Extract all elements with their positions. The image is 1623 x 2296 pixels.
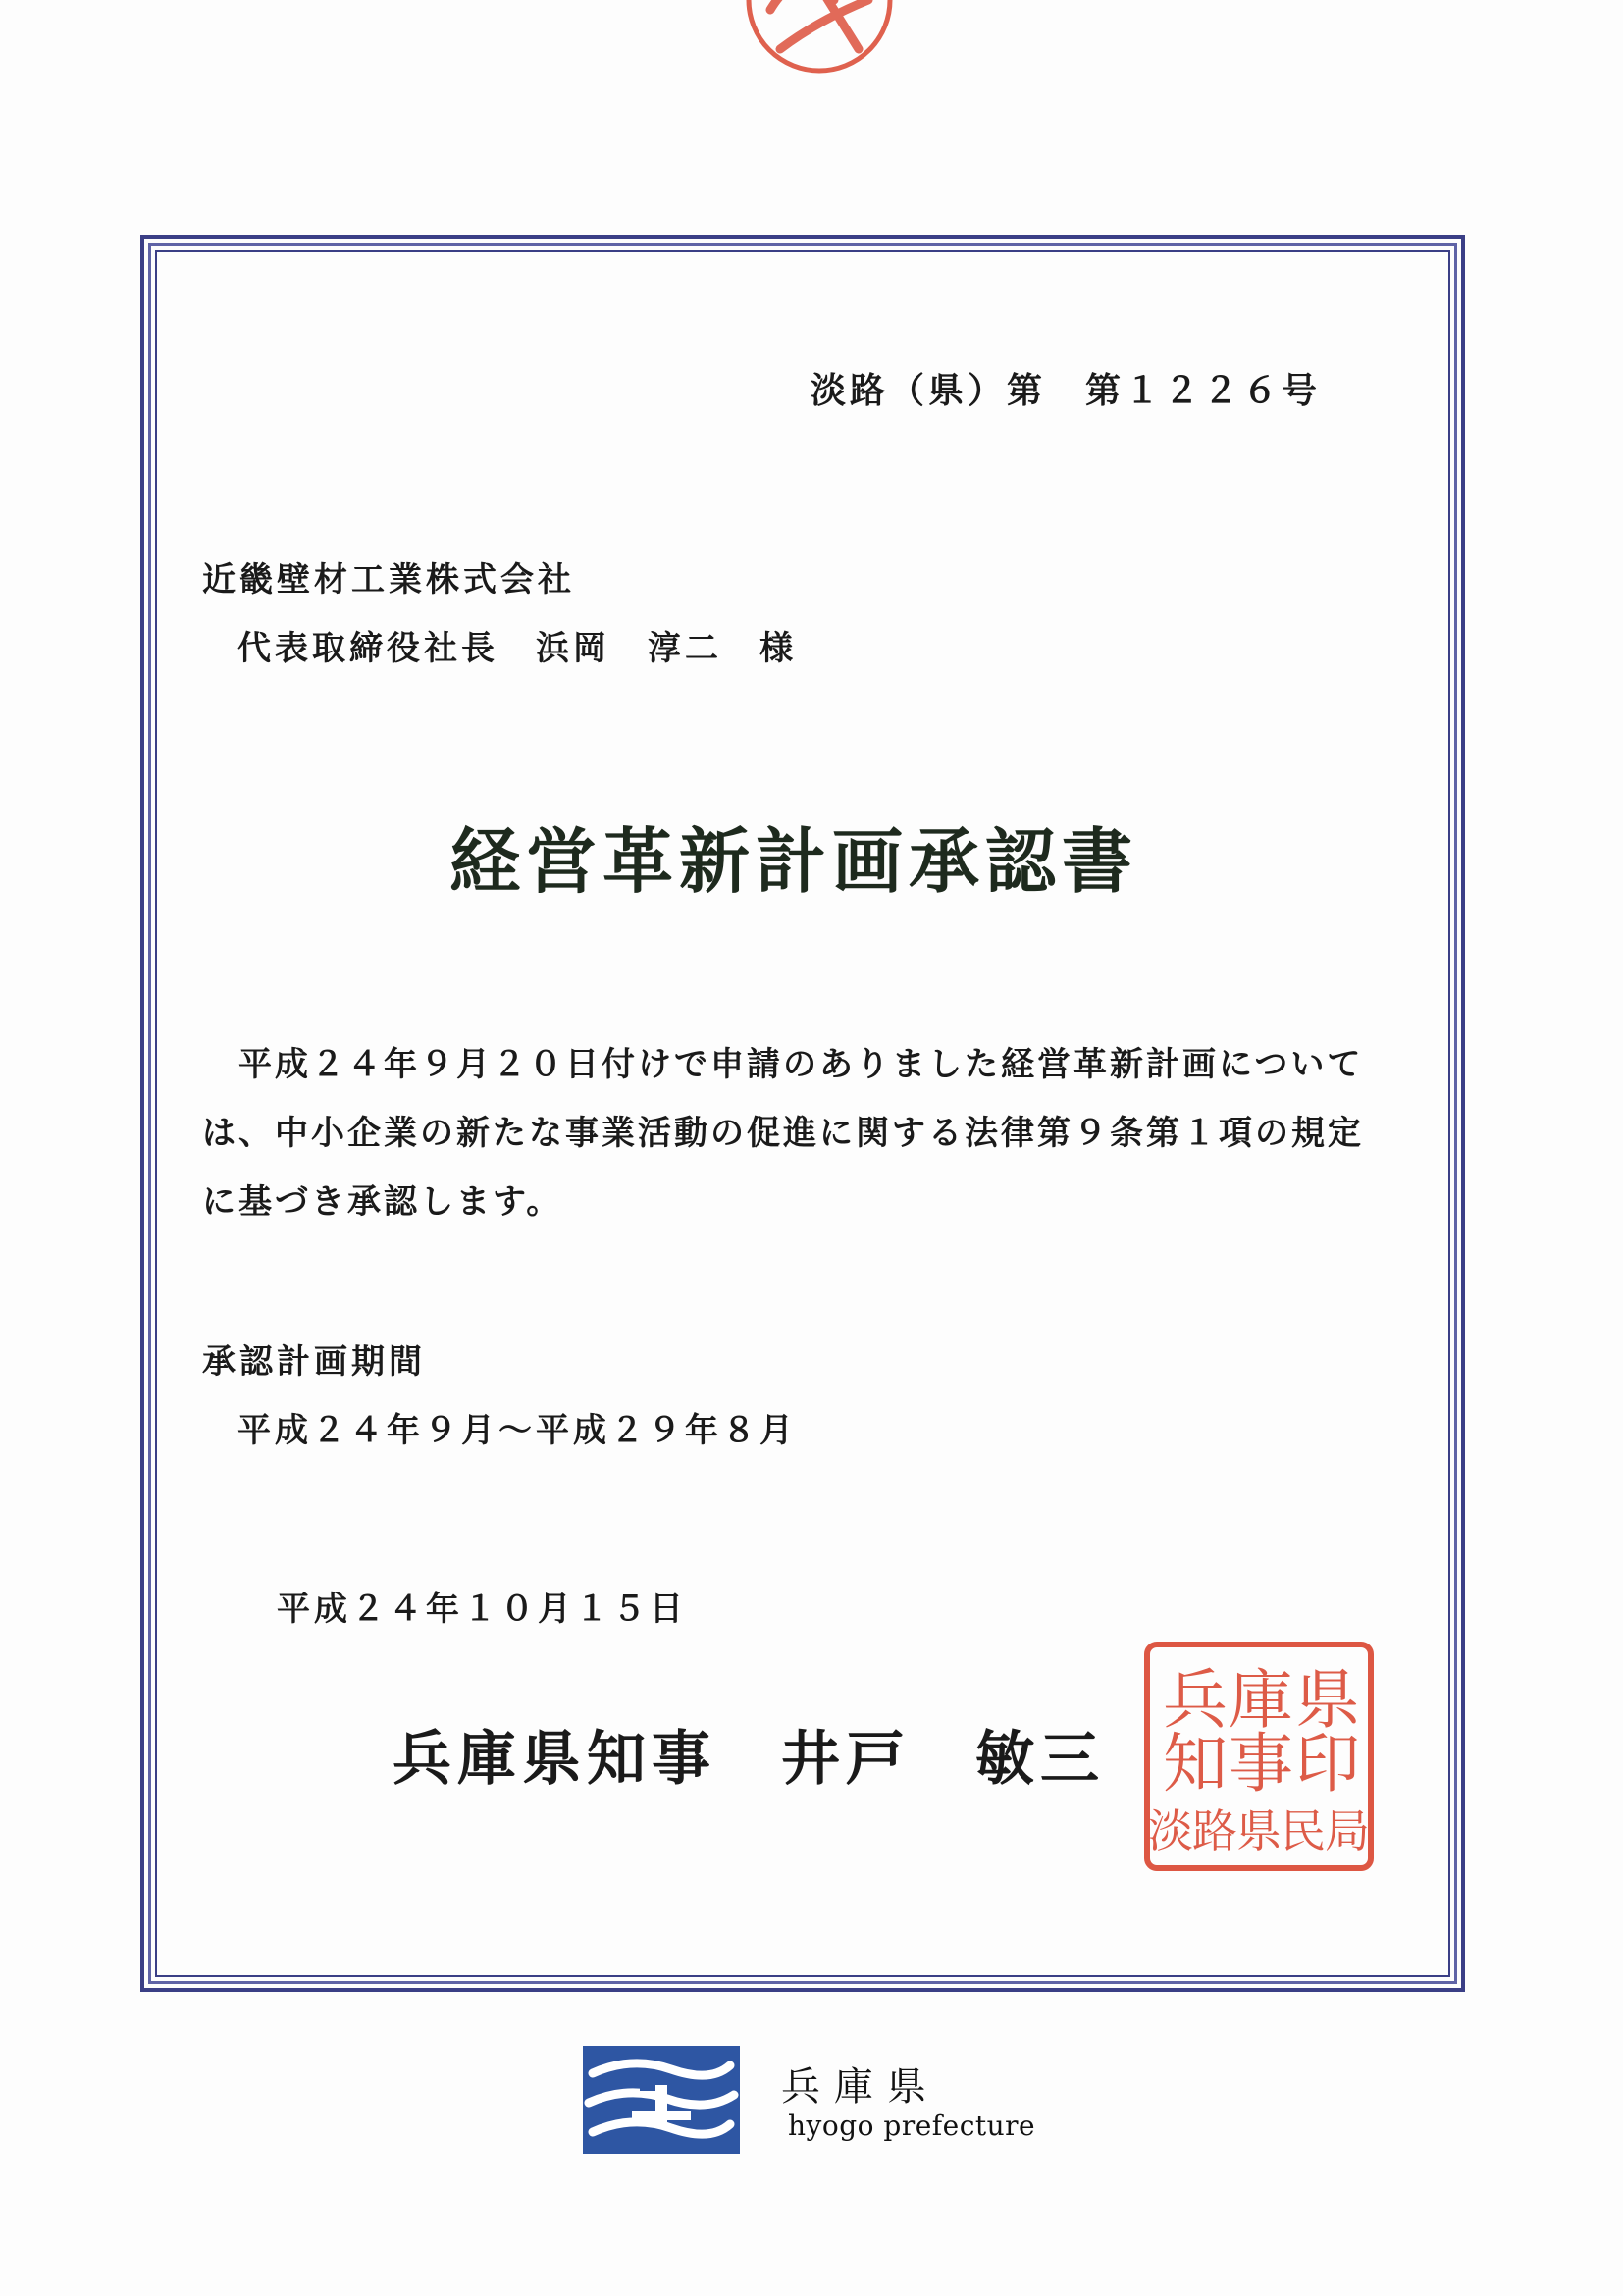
official-seal [1141, 1639, 1377, 1874]
svg-text:事: 事 [1229, 1726, 1293, 1801]
issue-date: 平成２４年１０月１５日 [277, 1590, 687, 1629]
svg-text:局: 局 [1325, 1804, 1370, 1857]
svg-text:民: 民 [1281, 1804, 1326, 1857]
top-seal-partial [741, 0, 898, 108]
svg-text:庫: 庫 [1229, 1662, 1293, 1738]
svg-text:県: 県 [1236, 1804, 1282, 1857]
svg-text:県: 県 [1295, 1662, 1360, 1738]
recipient-company: 近畿壁材工業株式会社 [202, 560, 575, 600]
svg-text:知: 知 [1163, 1726, 1228, 1801]
recipient-person: 代表取締役社長 浜岡 淳二 様 [237, 629, 797, 668]
logo-prefecture-name: 兵庫県 [781, 2064, 940, 2110]
svg-text:淡: 淡 [1148, 1804, 1193, 1857]
approval-period-label: 承認計画期間 [202, 1342, 426, 1382]
approval-period-value: 平成２４年９月～平成２９年８月 [237, 1411, 797, 1450]
svg-text:印: 印 [1295, 1726, 1360, 1801]
logo-prefecture-english: hyogo prefecture [788, 2110, 1036, 2142]
hyogo-prefecture-logo-icon [583, 2046, 740, 2154]
document-number: 淡路（県）第 第１２２６号 [811, 370, 1322, 411]
certificate-body: 平成２４年９月２０日付けで申請のありました経営革新計画については、中小企業の新たな事業活動の促進に関する法律第９条第１項の規定に基づき承認します。 [202, 1045, 1364, 1222]
certificate-title: 経営革新計画承認書 [449, 819, 1139, 903]
signer-name: 兵庫県知事 井戸 敏三 [393, 1725, 1105, 1794]
svg-text:兵: 兵 [1163, 1662, 1228, 1738]
svg-text:路: 路 [1192, 1804, 1237, 1857]
